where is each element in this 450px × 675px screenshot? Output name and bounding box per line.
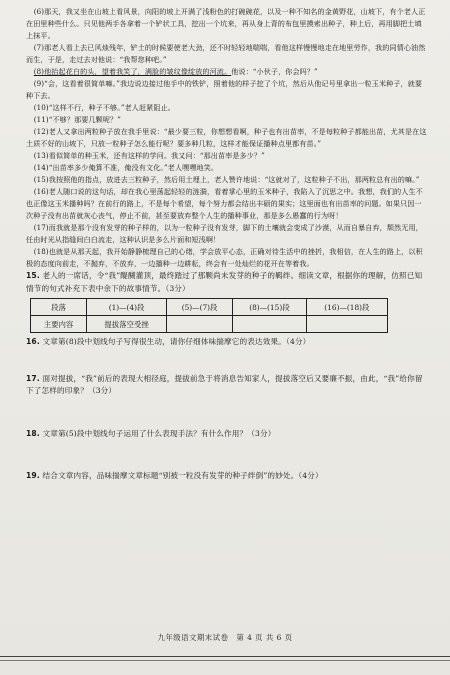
question-19 [26, 470, 428, 483]
underlined-sentence: (8)他抬起花白的头，望着我笑了，满脸的皱纹像绽放的河流。 [33, 67, 232, 76]
answer-cell[interactable] [167, 316, 233, 333]
question-18 [26, 428, 428, 471]
question-text: 面对提拔，“我”前后的表现大相径庭，提拔前急于将消息告知家人，提拔落空后又要廉不振，由此，“我”给你留下了怎样的印象？（3分） [26, 373, 423, 395]
question-number: 16. [26, 337, 40, 346]
paragraph-13: (13)看似简单的种玉米，还有这样的学问。我又问：“那出苗率是多少？” [33, 151, 265, 160]
paragraph-17: (17)而我就是那个没有发芽的种子样的，以为一粒种子没有发芽，脚下的土壤就会变成了沙漠，从而自暴自弃，颓然无用，任由时光从指缝间白白流走，这种认识是多么片面和短浅啊！ [26, 223, 423, 244]
reading-passage [26, 6, 428, 270]
question-text: 老人的一席话，令“我”醍醐灌顶，最终踏过了那颗尚未发芽的种子的羁绊。细读文章，根据你的理解，仿照已知情节的句式补充下表中余下的故事情节。（3分） [26, 271, 423, 293]
table-cell: 提拔落空受挫 [87, 316, 167, 333]
paragraph-11: (11)“不够？那要几颗呢？” [33, 115, 121, 124]
question-text: 结合文章内容，品味揣摩文章标题“别被一粒没有发芽的种子绊倒”的妙处。（4分） [42, 471, 323, 480]
story-plot-table [30, 298, 388, 333]
paragraph-9: (9)“会，这看着很简单嘛。”我边说边接过他手中的铁铲，照着他的样子挖了个坑，然后从他记号里拿出一粒玉米种子，就要种下去。 [26, 79, 423, 100]
question-text: 文章第(8)段中划线句子写得很生动，请你仔细体味揣摩它的表达效果。（4分） [42, 337, 311, 346]
question-number: 18. [26, 428, 40, 438]
question-number: 17. [26, 373, 40, 383]
table-cell: 段落 [31, 299, 87, 316]
paragraph-15: (15)我按照他的指点，放进去三粒种子，然后用土埋上，老人赞许地说：“这就对了，这粒种子不出，那两粒总有出的嘛。” [33, 175, 420, 184]
paragraph-7: (7)那老人看上去已风烛残年，铲土的时候要使老大劲，还不时轻轻地喘喘，看他这样慢慢地走在地里劳作，我的同情心油然而生，于是，走过去对他说：“我帮您种吧。” [26, 43, 426, 64]
paragraph-10: (10)“这样不行，种子不够。”老人赶紧阻止。 [33, 103, 175, 112]
paragraph-16: (16)老人随口说的这句话，却在我心里荡起轻轻的涟漪，看着掌心里的玉米种子，我陷入了沉思之中。我想，我们的人生不也正像这玉米播种吗？在前行的路上，不是每个希望，每个努力都会结出丰硕的果实；这里面也有出苗率的问题。如果只因一次种子没有出苗就灰心丧气，停止不前，甚至要放弃整个人生的播种事业，那是多么愚蠢的行为呀！ [26, 187, 423, 220]
paragraph-14: (14)“出苗率多少俺算不准，俺没有文化。”老人嘿嘿地笑。 [33, 163, 219, 172]
paragraph-8 [26, 66, 428, 78]
table-cell: (5)—(7)段 [167, 299, 233, 316]
paragraph-8-rest: 他说：“小伙子，你会吗？” [231, 67, 318, 76]
question-16 [26, 336, 428, 373]
table-cell: (16)—(18)段 [306, 299, 387, 316]
paragraph-12: (12)老人又拿出两粒种子放在我手里说：“最少要三粒，你想想看啊，种子也有出苗率，不是每粒种子都能出苗，尤其是在这土质不好的山坡下，只放一粒种子怎么能行呢？要多种几粒，这样才能保证播种点里都有苗。” [26, 127, 427, 148]
paragraph-6: (6)那天，我又坐在山坡上看风景，向阳的坡上开满了浅粉色的打碗碗花，以及一种不知名的金黄野花，山坡下，有个老人正在田里种些什么。只见他两手各拿着一个铲状工具，挖出一个坑来，再从身上背的布包里摸索出种子，种上后，再用脚把土填上抹平。 [26, 7, 426, 40]
bottom-rule [0, 656, 450, 657]
question-17 [26, 373, 428, 428]
answer-space[interactable] [26, 349, 428, 373]
page-footer: 九年级语文期末试卷 第 4 页 共 6 页 [157, 633, 293, 642]
table-cell: (1)—(4)段 [87, 299, 167, 316]
table-cell: 主要内容 [31, 316, 87, 333]
answer-space[interactable] [26, 440, 428, 470]
question-number: 19. [26, 471, 40, 480]
question-15 [26, 270, 428, 333]
table-header-row [31, 299, 388, 316]
answer-cell[interactable] [233, 316, 307, 333]
question-number: 15. [26, 271, 40, 280]
paragraph-18: (18)也就是从那天起，我开始静静梳理自己的心绪，学会放平心态，正确对待生活中的挫折，我相信，在人生的路上，以积极的态度向前走，不抛弃，不放弃，一边播种一边耕耘，终会有一处灿烂的花开在等着我。 [26, 247, 423, 268]
question-text: 文章第(5)段中划线句子运用了什么表现手法？有什么作用？（3分） [42, 428, 276, 438]
table-row [31, 316, 388, 333]
answer-space[interactable] [26, 398, 428, 428]
answer-cell[interactable] [306, 316, 387, 333]
bottom-rule-thin [0, 660, 450, 661]
table-cell: (8)—(15)段 [233, 299, 307, 316]
